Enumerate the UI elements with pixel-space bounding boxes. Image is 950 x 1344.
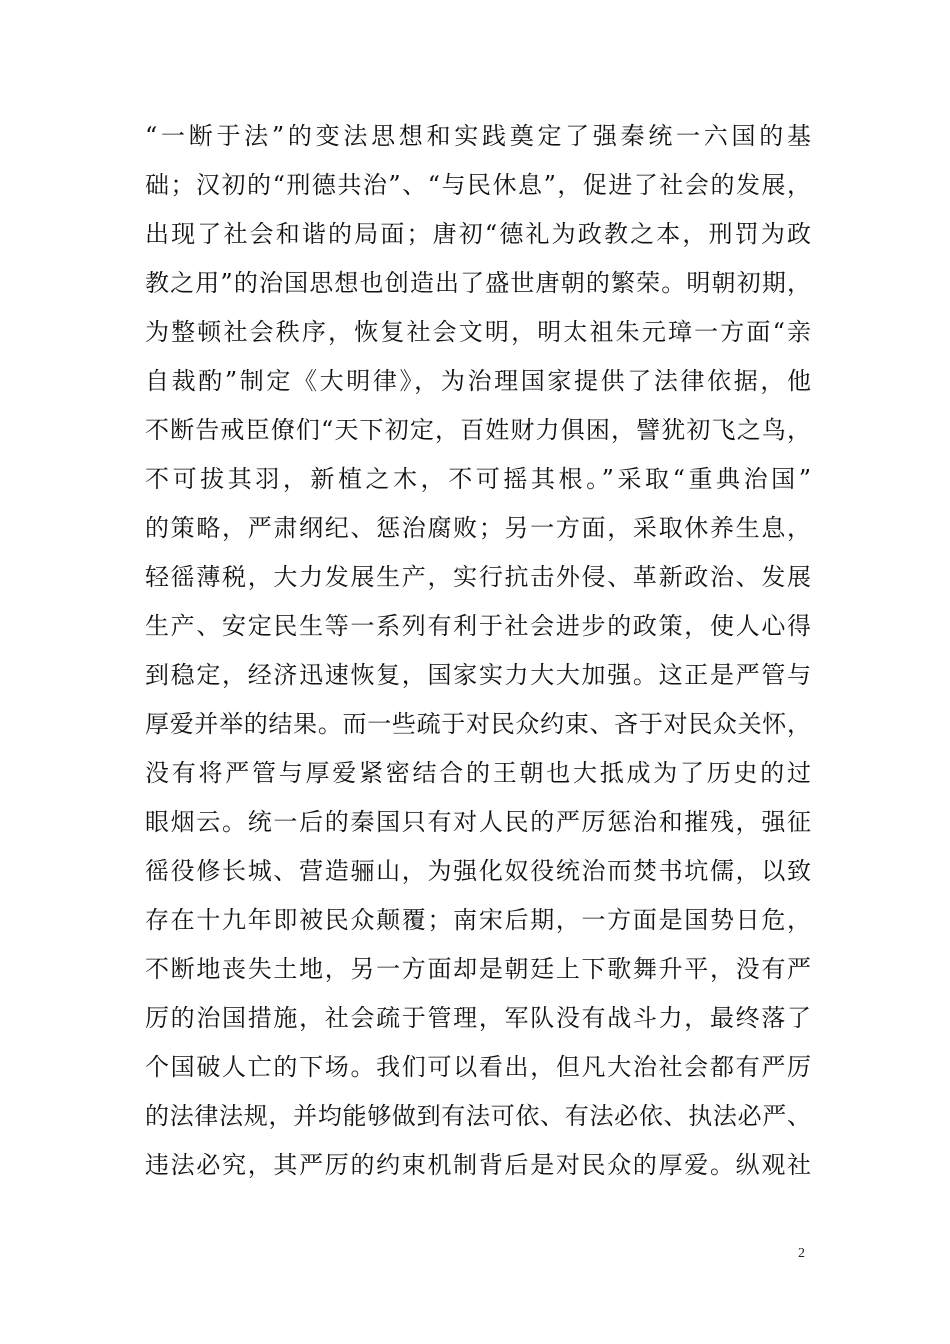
text-line: 轻徭薄税，大力发展生产，实行抗击外侵、革新政治、发展 — [145, 563, 811, 591]
text-line: 为整顿社会秩序，恢复社会文明，明太祖朱元璋一方面“亲 — [145, 318, 811, 346]
text-line: 个国破人亡的下场。我们可以看出，但凡大治社会都有严厉 — [145, 1053, 811, 1081]
text-line: 的法律法规，并均能够做到有法可依、有法必依、执法必严、 — [145, 1102, 811, 1130]
text-line: “一断于法”的变法思想和实践奠定了强秦统一六国的基 — [145, 122, 811, 150]
text-line: 础；汉初的“刑德共治”、“与民休息”，促进了社会的发展， — [145, 171, 811, 199]
text-line: 厉的治国措施，社会疏于管理，军队没有战斗力，最终落了 — [145, 1004, 811, 1032]
text-line: 眼烟云。统一后的秦国只有对人民的严厉惩治和摧残，强征 — [145, 808, 811, 836]
text-line: 到稳定，经济迅速恢复，国家实力大大加强。这正是严管与 — [145, 661, 811, 689]
text-line: 厚爱并举的结果。而一些疏于对民众约束、吝于对民众关怀， — [145, 710, 811, 738]
text-line: 出现了社会和谐的局面；唐初“德礼为政教之本，刑罚为政 — [145, 220, 811, 248]
text-line: 自裁酌”制定《大明律》，为治理国家提供了法律依据，他 — [145, 367, 811, 395]
text-line: 没有将严管与厚爱紧密结合的王朝也大抵成为了历史的过 — [145, 759, 811, 787]
text-line: 不断地丧失土地，另一方面却是朝廷上下歌舞升平，没有严 — [145, 955, 811, 983]
text-line: 违法必究，其严厉的约束机制背后是对民众的厚爱。纵观社 — [145, 1151, 811, 1179]
body-paragraph — [145, 112, 811, 1190]
text-line: 生产、安定民生等一系列有利于社会进步的政策，使人心得 — [145, 612, 811, 640]
text-line: 存在十九年即被民众颠覆；南宋后期，一方面是国势日危， — [145, 906, 811, 934]
text-line: 徭役修长城、营造骊山，为强化奴役统治而焚书坑儒，以致 — [145, 857, 811, 885]
text-line: 教之用”的治国思想也创造出了盛世唐朝的繁荣。明朝初期， — [145, 269, 811, 297]
page-number: 2 — [798, 1246, 805, 1261]
text-line: 的策略，严肃纲纪、惩治腐败；另一方面，采取休养生息， — [145, 514, 811, 542]
text-line: 不断告戒臣僚们“天下初定，百姓财力俱困，譬犹初飞之鸟， — [145, 416, 811, 444]
text-line: 不可拔其羽，新植之木，不可摇其根。”采取“重典治国” — [145, 465, 811, 493]
